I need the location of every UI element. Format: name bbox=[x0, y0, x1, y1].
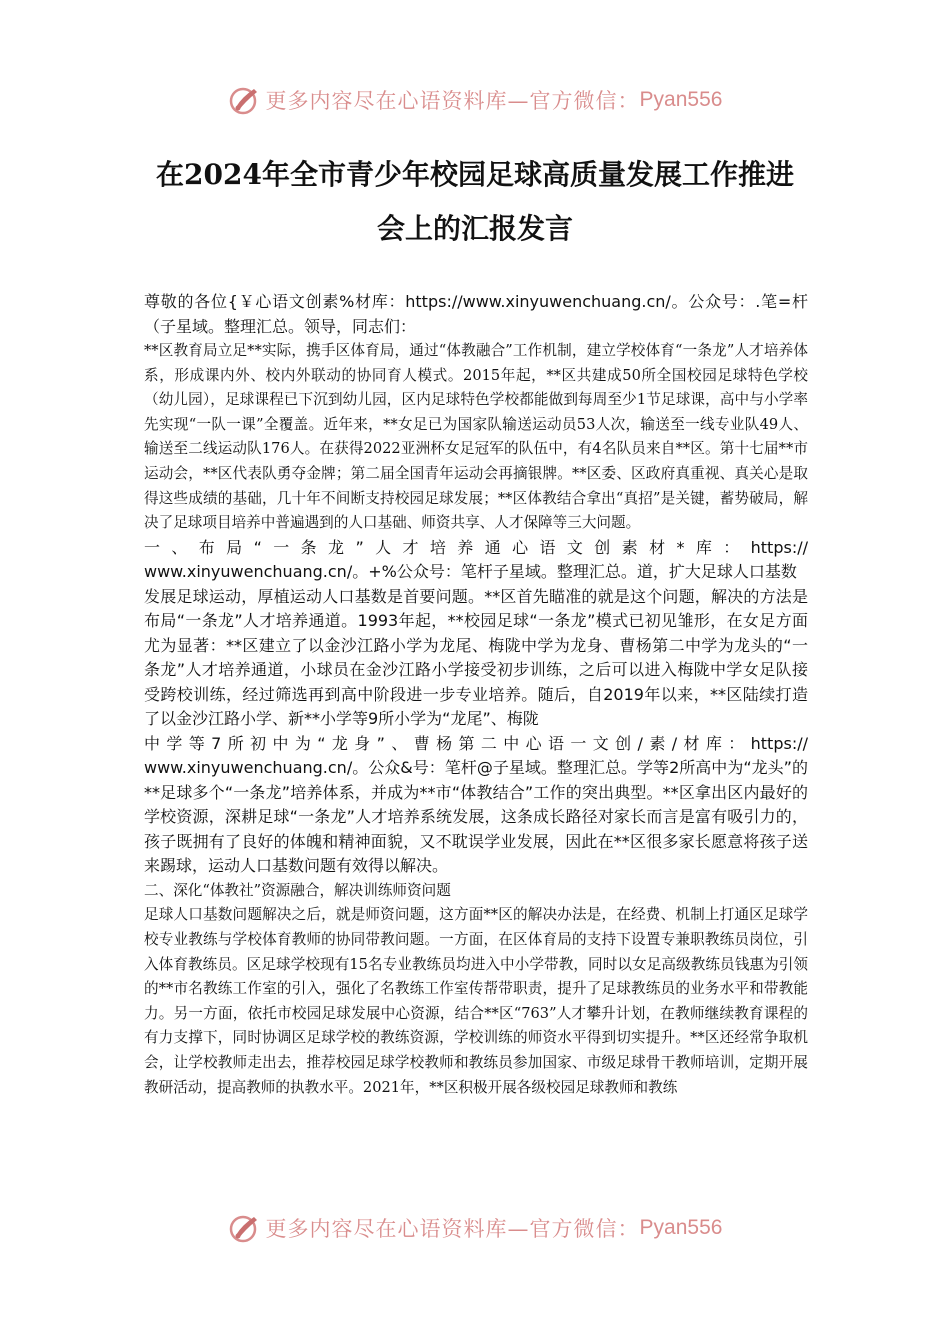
watermark-text: 更多内容尽在心语资料库—官方微信： bbox=[265, 1217, 640, 1241]
brush-logo-icon bbox=[228, 83, 262, 117]
watermark-text: 更多内容尽在心语资料库—官方微信： bbox=[265, 89, 640, 113]
watermark-header bbox=[0, 80, 950, 120]
intro-paragraph: **区教育局立足**实际，携手区体育局，通过“体教融合”工作机制，建立学校体育“一条龙”人才培养体系，形成课内外、校内外联动的协同育人模式。2015年起，**区共建成50所全国校园足球特色学校（幼儿园），足球课程已下沉到幼儿园，区内足球特色学校都能做到每周至少1节足球课，高中与小学率先实现“一队一课”全覆盖。近年来，**女足已为国家队输送运动员53人次，输送至一线专业队49人、输送至二线运动队176人。在获得2022亚洲杯女足冠军的队伍中，有4名队员来自**区。第十七届**市运动会，**区代表队勇夺金牌；第二届全国青年运动会再摘银牌。**区委、区政府真重视、真关心是取得这些成绩的基础，几十年不间断支持校园足球发展；**区体教结合拿出“真招”是关键，蓄势破局，解决了足球项目培养中普遍遇到的人口基础、师资共享、人才保障等三大问题。 bbox=[144, 342, 808, 532]
document-body bbox=[144, 290, 808, 1100]
title-line-2: 会上的汇报发言 bbox=[376, 212, 573, 245]
watermark-code: Pyan556 bbox=[639, 1216, 723, 1239]
watermark-code: Pyan556 bbox=[639, 88, 723, 111]
section-1-heading-b: www.xinyuwenchuang.cn/。+%公众号：笔杆子星域。整理汇总。道，扩大足球人口基数 bbox=[144, 562, 797, 582]
section-1-paragraph: 发展足球运动，厚植运动人口基数是首要问题。**区首先瞄准的就是这个问题，解决的方法是布局“一条龙”人才培养通道。1993年起，**校园足球“一条龙”模式已初见雏形，在女足方面尤为显著：**区建立了以金沙江路小学为龙尾、梅陇中学为龙身、曹杨第二中学为龙头的“一条龙”人才培养通道，小球员在金沙江路小学接受初步训练，之后可以进入梅陇中学女足队接受跨校训练，经过筛选再到高中阶段进一步专业培养。随后，自2019年以来，**区陆续打造了以金沙江路小学、新**小学等9所小学为“龙尾”、梅陇 bbox=[144, 586, 808, 729]
watermark-footer bbox=[0, 1208, 950, 1248]
section-2-heading: 二、深化“体教社”资源融合，解决训练师资问题 bbox=[144, 881, 451, 899]
brush-logo-icon bbox=[228, 1211, 262, 1245]
section-1-paragraph-c: www.xinyuwenchuang.cn/。公众&号：笔杆@子星域。整理汇总。学等2所高中为“龙头”的**足球多个“一条龙”培养体系，并成为**市“体教结合”工作的突出典型。**区拿出区内最好的学校资源，深耕足球“一条龙”人才培养系统发展，这条成长路径对家长而言是富有吸引力的，孩子既拥有了良好的体魄和精神面貌，又不耽误学业发展，因此在**区很多家长愿意将孩子送来踢球，运动人口基数问题有效得以解决。 bbox=[144, 758, 808, 876]
title-line-1: 在2024年全市青少年校园足球高质量发展工作推进 bbox=[156, 158, 794, 191]
greeting-paragraph: 尊敬的各位{￥心语文创素%材库：https://www.xinyuwenchuang.cn/。公众号：.笔=杆（子星域。整理汇总。领导，同志们： bbox=[144, 292, 808, 336]
section-2-paragraph: 足球人口基数问题解决之后，就是师资问题，这方面**区的解决办法是，在经费、机制上打通区足球学校专业教练与学校体育教师的协同带教问题。一方面，在区体育局的支持下设置专兼职教练员岗位，引入体育教练员。区足球学校现有15名专业教练员均进入中小学带教，同时以女足高级教练员钱惠为引领的**市名教练工作室的引入，强化了名教练工作室传帮带职责，提升了足球教练员的业务水平和带教能力。另一方面，依托市校园足球发展中心资源，结合**区“763”人才攀升计划，在教师继续教育课程的有力支撑下，同时协调区足球学校的教练资源，学校训练的师资水平得到切实提升。**区还经常争取机会，让学校教师走出去，推荐校园足球学校教师和教练员参加国家、市级足球骨干教师培训，定期开展教研活动，提高教师的执教水平。2021年，**区积极开展各级校园足球教师和教练 bbox=[144, 906, 808, 1096]
document-title bbox=[120, 148, 830, 256]
section-1-heading-a: 一、布局“一条龙”人才培养通心语文创素材*库：https:// bbox=[144, 537, 808, 557]
section-1-paragraph-b: 中学等7所初中为“龙身”、曹杨第二中心语一文创/素/材库：https:// bbox=[144, 733, 808, 753]
